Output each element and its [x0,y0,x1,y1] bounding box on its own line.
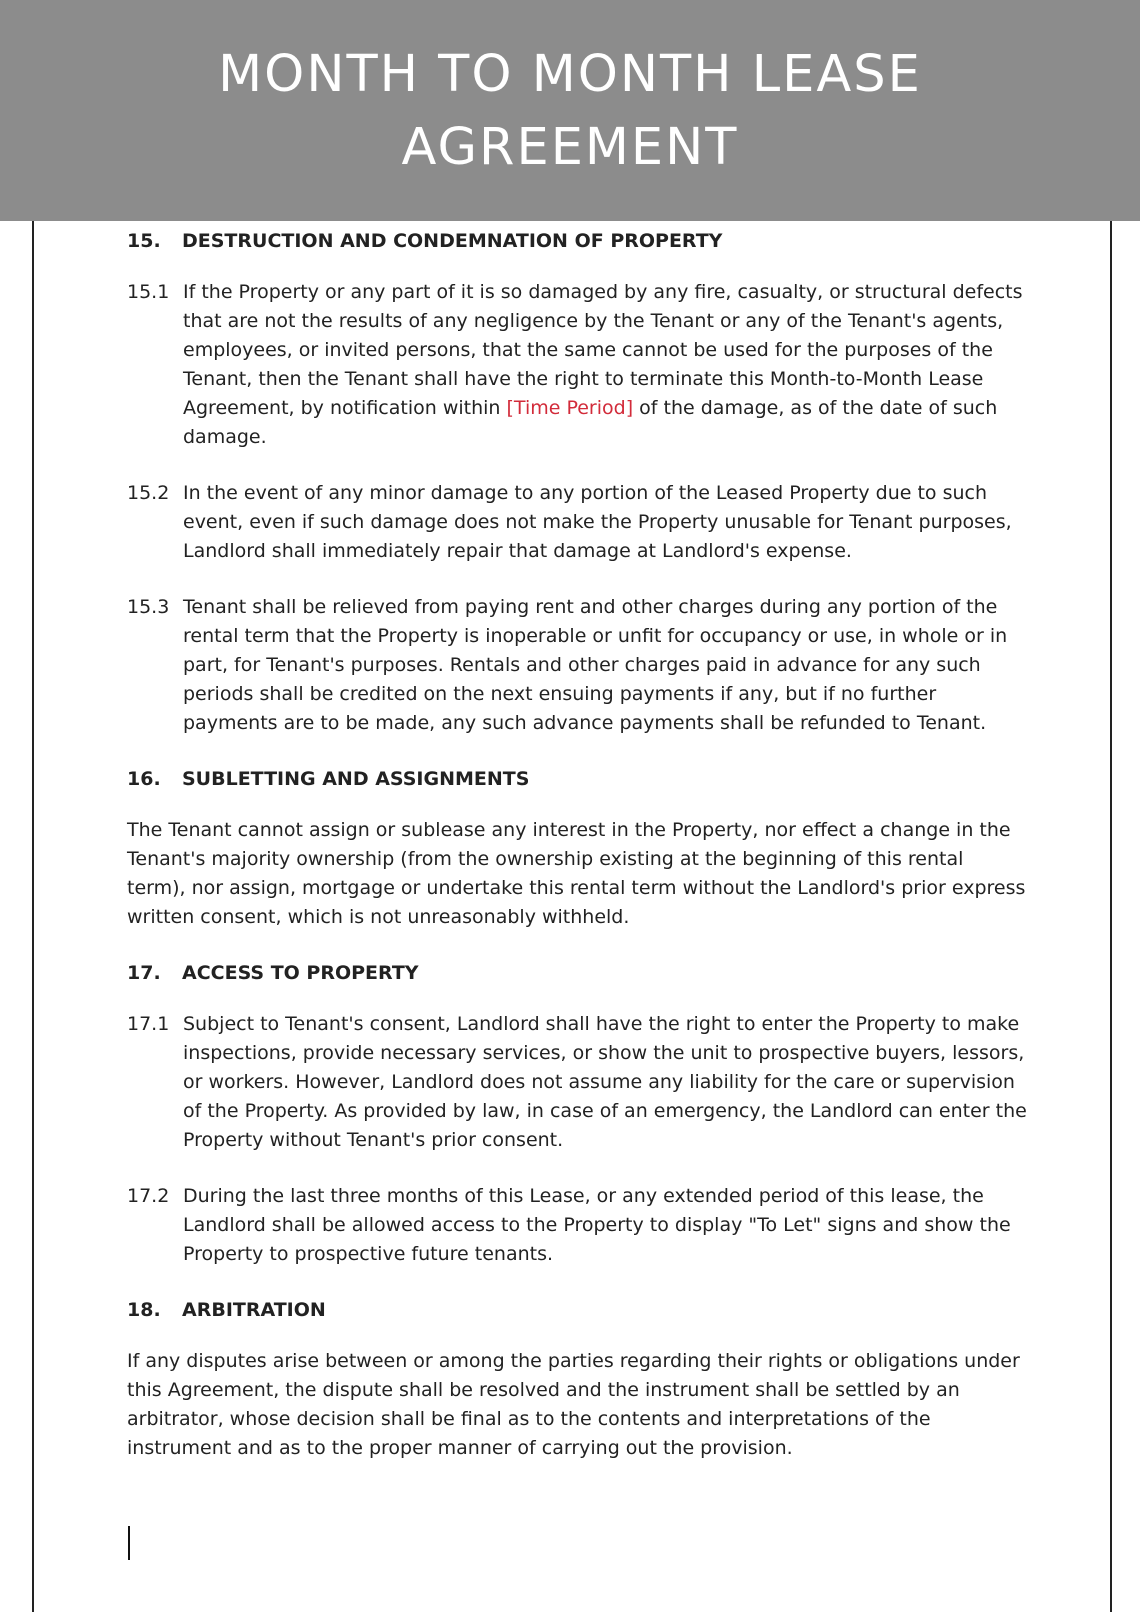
clause-15-2 [127,479,1027,566]
clause-17-2 [127,1182,1027,1269]
section-title: DESTRUCTION AND CONDEMNATION OF PROPERTY [182,230,723,252]
section-number: 17. [127,962,161,984]
section-heading-18 [127,1296,1027,1325]
document-body[interactable] [127,222,1027,1490]
text-cursor [128,1526,130,1560]
clause-number: 15.3 [127,596,170,618]
section-title: ACCESS TO PROPERTY [182,962,419,984]
section-number: 16. [127,768,161,790]
section-heading-15 [127,227,1027,256]
clause-number: 15.2 [127,482,170,504]
clause-text: Tenant shall be relieved from paying rent and other charges during any portion of the rental term that the Property is inoperable or unfit for occupancy or use, in whole or in part, for Tenant's purposes. Rentals and other charges paid in advance for any such periods shall be credited on the next ensuing payments if any, but if no further payments are to be made, any such advance payments shall be refunded to Tenant. [183,596,1008,734]
section-16-paragraph: The Tenant cannot assign or sublease any interest in the Property, nor effect a change in the Tenant's majority ownership (from the ownership existing at the beginning of this rental term), nor assign, mortgage or undertake this rental term without the Landlord's prior express written consent, which is not unreasonably withheld. [127,819,1026,928]
clause-number: 15.1 [127,281,170,303]
document-title-line-1: MONTH TO MONTH LEASE [218,44,922,104]
clause-text: During the last three months of this Lease, or any extended period of this lease, the Landlord shall be allowed access to the Property to display "To Let" signs and show the Property to prospective future tenants. [183,1185,1011,1265]
section-heading-16 [127,765,1027,794]
clause-text: In the event of any minor damage to any portion of the Leased Property due to such event, even if such damage does not make the Property unusable for Tenant purposes, Landlord shall immediately repair that damage at Landlord's expense. [183,482,1012,562]
clause-15-1 [127,278,1027,452]
title-banner [0,0,1140,221]
time-period-placeholder: [Time Period] [506,397,634,419]
clause-15-3 [127,593,1027,738]
clause-number: 17.1 [127,1013,170,1035]
document-title-line-2: AGREEMENT [401,117,739,177]
clause-text: Subject to Tenant's consent, Landlord shall have the right to enter the Property to make inspections, provide necessary services, or show the unit to prospective buyers, lessors, or workers. However, Landlord does not assume any liability for the care or supervision of the Property. As provided by law, in case of an emergency, the Landlord can enter the Property without Tenant's prior consent. [183,1013,1027,1151]
section-title: SUBLETTING AND ASSIGNMENTS [182,768,530,790]
clause-text-continued: of the damage, as of the date of such damage. [183,397,998,448]
clause-number: 17.2 [127,1185,170,1207]
section-18-paragraph: If any disputes arise between or among the parties regarding their rights or obligations under this Agreement, the dispute shall be resolved and the instrument shall be settled by an arbitrator, whose decision shall be final as to the contents and interpretations of the instrument and as to the proper manner of carrying out the provision. [127,1350,1020,1459]
section-title: ARBITRATION [182,1299,326,1321]
clause-17-1 [127,1010,1027,1155]
section-number: 15. [127,230,161,252]
clause-text: If the Property or any part of it is so damaged by any fire, casualty, or structural defects that are not the results of any negligence by the Tenant or any of the Tenant's agents, employees, or invited persons, that the same cannot be used for the purposes of the Tenant, then the Tenant shall have the right to terminate this Month-to-Month Lease Agreement, by notification within [183,281,1023,419]
section-heading-17 [127,959,1027,988]
section-number: 18. [127,1299,161,1321]
